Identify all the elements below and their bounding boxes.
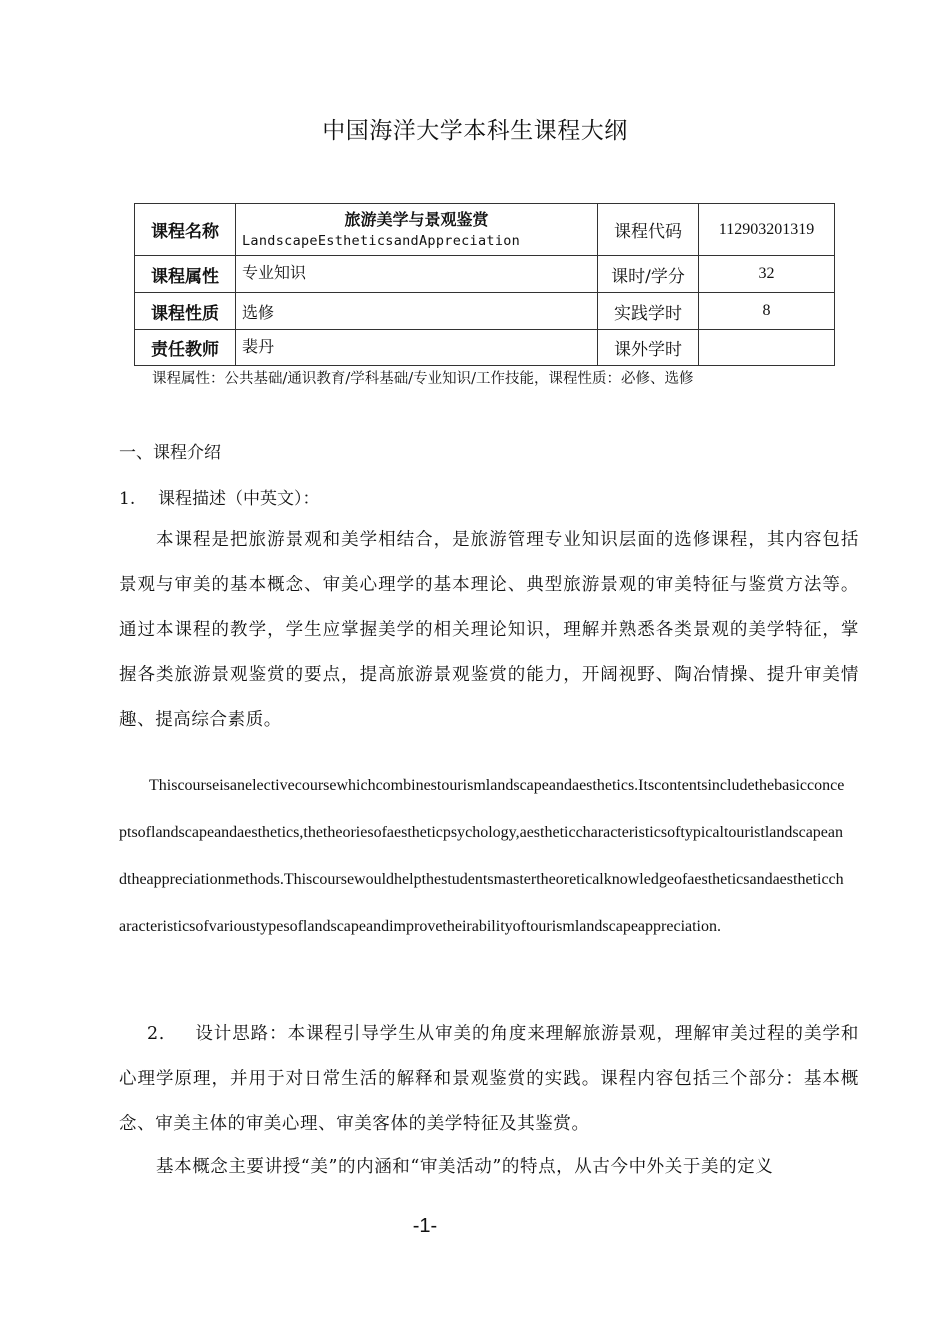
item-number: 1. — [119, 489, 136, 509]
practice-hours-label: 实践学时 — [598, 293, 699, 330]
description-english: Thiscourseisanelectivecoursewhichcombinestourismlandscapeandaesthetics.Itscontentsincludethebasicconceptsoflandscapeandaesthetics,thetheoriesofaestheticpsychology,aestheticcharacteristicsoftypicaltouristlandscapeandtheappreciationmethods.Thiscoursewouldhelpthestudentsmastertheoreticalknowledgeofaestheticsandaestheticcharacteristicsofvarioustypesoflandscapeandimprovetheirabilityoftourismlandscapeappreciation. — [119, 777, 845, 935]
table-row — [135, 330, 835, 366]
course-code-label: 课程代码 — [598, 204, 699, 256]
course-name-value — [236, 204, 598, 256]
course-name-label: 课程名称 — [135, 204, 236, 256]
table-row — [135, 204, 835, 256]
practice-hours-value: 8 — [699, 293, 835, 330]
body-paragraph: 基本概念主要讲授“美”的内涵和“审美活动”的特点，从古今中外关于美的定义 — [156, 1157, 774, 1177]
course-info-table — [134, 203, 835, 366]
design-text: 设计思路：本课程引导学生从审美的角度来理解旅游景观，理解审美过程的美学和心理学原理，并用于对日常生活的解释和景观鉴赏的实践。课程内容包括三个部分：基本概念、审美主体的审美心理、审美客体的美学特征及其鉴赏。 — [119, 1024, 859, 1134]
course-attribute-label: 课程属性 — [135, 256, 236, 293]
course-name-en: LandscapeEstheticsandAppreciation — [242, 232, 521, 249]
page-title: 中国海洋大学本科生课程大纲 — [322, 118, 628, 144]
extracurricular-hours-value — [699, 330, 835, 366]
instructor-label: 责任教师 — [135, 330, 236, 366]
description-chinese: 本课程是把旅游景观和美学相结合，是旅游管理专业知识层面的选修课程，其内容包括景观与审美的基本概念、审美心理学的基本理论、典型旅游景观的审美特征与鉴赏方法等。通过本课程的教学，学生应掌握美学的相关理论知识，理解并熟悉各类景观的美学特征，掌握各类旅游景观鉴赏的要点，提高旅游景观鉴赏的能力，开阔视野、陶冶情操、提升审美情趣、提高综合素质。 — [119, 530, 859, 730]
hours-credits-label: 课时/学分 — [598, 256, 699, 293]
hours-credits-value: 32 — [699, 256, 835, 293]
design-paragraph — [119, 1012, 859, 1147]
subsection-heading — [119, 484, 320, 509]
course-nature-label: 课程性质 — [135, 293, 236, 330]
section-heading: 一、课程介绍 — [119, 443, 221, 463]
course-name-cn: 旅游美学与景观鉴赏 — [344, 209, 489, 229]
page-number: -1- — [412, 1215, 438, 1237]
item-number: 2. — [147, 1024, 165, 1044]
course-code-value: 112903201319 — [699, 204, 835, 256]
table-note: 课程属性：公共基础/通识教育/学科基础/专业知识/工作技能，课程性质：必修、选修 — [152, 371, 694, 387]
table-row — [135, 293, 835, 330]
course-nature-value: 选修 — [236, 293, 598, 330]
table-row — [135, 256, 835, 293]
instructor-value: 裴丹 — [236, 330, 598, 366]
extracurricular-hours-label: 课外学时 — [598, 330, 699, 366]
course-attribute-value: 专业知识 — [236, 256, 598, 293]
item-title: 课程描述（中英文）： — [158, 489, 320, 509]
